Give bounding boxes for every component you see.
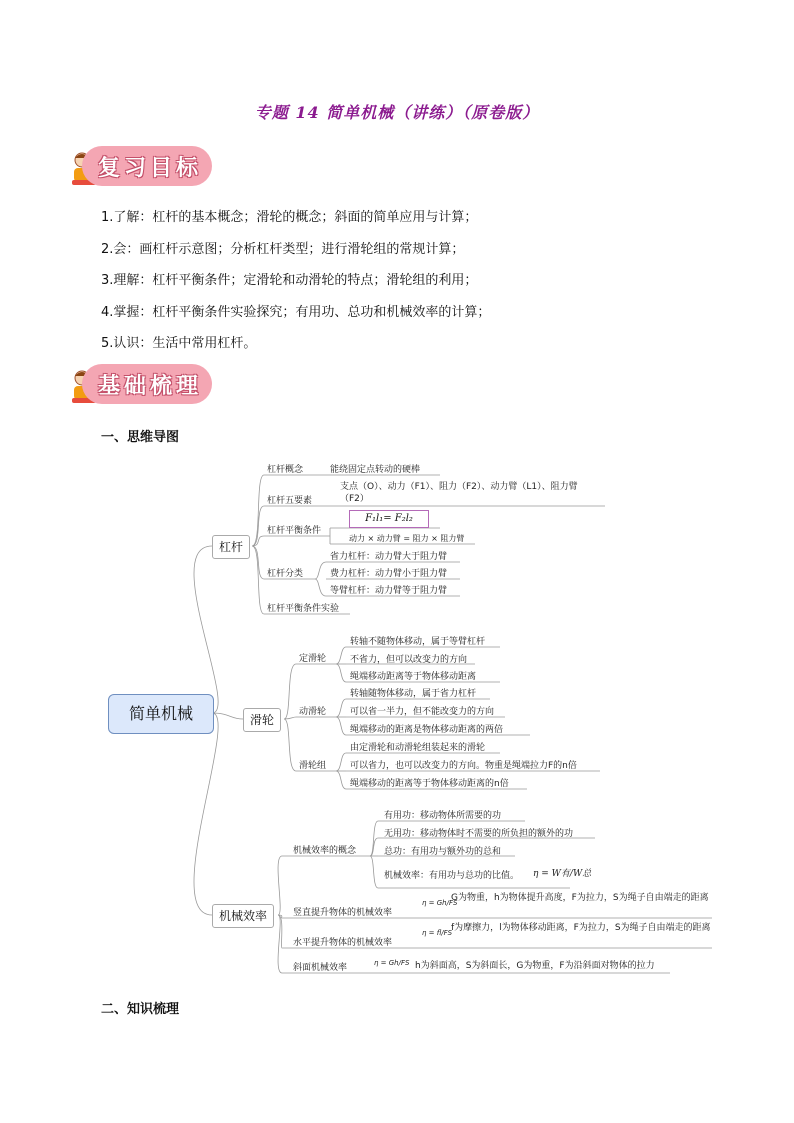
fixed-pulley-item-2: 不省力，但可以改变力的方向: [350, 655, 468, 665]
goal-3: 3.理解：杠杆平衡条件；定滑轮和动滑轮的特点；滑轮组的利用；: [101, 273, 478, 288]
horizontal-formula: η = fl/FS: [422, 929, 453, 937]
lever-experiment: 杠杆平衡条件实验: [267, 604, 340, 614]
lever-node: 杠杆: [212, 535, 250, 559]
efficiency-concept: 机械效率的概念: [293, 846, 357, 856]
lever-type-3: 等臂杠杆：动力臂等于阻力臂: [330, 586, 448, 596]
goal-5: 5.认识：生活中常用杠杆。: [101, 336, 257, 351]
page-title: 专题 14 简单机械（讲练）（原卷版）: [254, 103, 540, 122]
lever-type-2: 费力杠杆：动力臂小于阻力臂: [330, 569, 448, 579]
fixed-pulley-item-3: 绳端移动距离等于物体移动距离: [350, 672, 477, 682]
vertical-efficiency: 竖直提升物体的机械效率: [293, 908, 393, 918]
lever-balance-text: 动力 × 动力臂 = 阻力 × 阻力臂: [349, 534, 465, 543]
basics-label: 基础梳理: [98, 374, 203, 399]
lever-balance: 杠杆平衡条件: [267, 526, 322, 536]
pulley-node: 滑轮: [243, 708, 281, 732]
total-work: 总功：有用功与额外功的总和: [384, 847, 502, 857]
lever-five-def: 支点（O）、动力（F1）、阻力（F2）、动力臂（L1）、阻力臂（F2）: [340, 482, 578, 504]
slope-formula: η = Gh/FS: [374, 959, 410, 967]
horizontal-text: f为摩擦力，l为物体移动距离，F为拉力，S为绳子自由端走的距离: [451, 923, 711, 933]
vertical-text: G为物重，h为物体提升高度，F为拉力，S为绳子自由端走的距离: [451, 893, 709, 903]
lever-concept-def: 能绕固定点转动的硬棒: [330, 465, 421, 475]
pulley-block-item-1: 由定滑轮和动滑轮组装起来的滑轮: [350, 743, 486, 753]
fixed-pulley-item-1: 转轴不随物体移动，属于等臂杠杆: [350, 637, 486, 647]
lever-balance-formula: F₁l₁= F₂l₂: [349, 510, 429, 528]
movable-pulley: 动滑轮: [299, 707, 327, 717]
pulley-block: 滑轮组: [299, 761, 327, 771]
pulley-block-item-3: 绳端移动的距离等于物体移动距离的n倍: [350, 779, 509, 789]
section-knowledge-heading: 二、知识梳理: [101, 1002, 180, 1017]
goal-2: 2.会：画杠杆示意图；分析杠杆类型；进行滑轮组的常规计算；: [101, 242, 465, 257]
slope-efficiency: 斜面机械效率: [293, 963, 348, 973]
lever-types: 杠杆分类: [267, 569, 304, 579]
efficiency-node: 机械效率: [212, 904, 274, 928]
lever-concept: 杠杆概念: [267, 465, 304, 475]
movable-pulley-item-1: 转轴随物体移动，属于省力杠杆: [350, 689, 477, 699]
efficiency-def: 机械效率：有用功与总功的比值。: [384, 871, 520, 881]
section-mindmap-heading: 一、思维导图: [101, 430, 180, 445]
lever-five-elements: 杠杆五要素: [267, 496, 313, 506]
lever-type-1: 省力杠杆：动力臂大于阻力臂: [330, 552, 448, 562]
slope-text: h为斜面高，S为斜面长，G为物重，F为沿斜面对物体的拉力: [415, 961, 655, 971]
fixed-pulley: 定滑轮: [299, 654, 327, 664]
horizontal-efficiency: 水平提升物体的机械效率: [293, 938, 393, 948]
vertical-formula: η = Gh/FS: [422, 899, 458, 907]
useful-work: 有用功：移动物体所需要的功: [384, 811, 502, 821]
review-goals-label: 复习目标: [98, 156, 203, 181]
mindmap-root: 简单机械: [108, 694, 214, 734]
pulley-block-item-2: 可以省力，也可以改变力的方向。物重是绳端拉力F的n倍: [350, 761, 577, 771]
movable-pulley-item-2: 可以省一半力，但不能改变力的方向: [350, 707, 495, 717]
goal-4: 4.掌握：杠杆平衡条件实验探究；有用功、总功和机械效率的计算；: [101, 305, 491, 320]
goal-1: 1.了解：杠杆的基本概念；滑轮的概念；斜面的简单应用与计算；: [101, 210, 478, 225]
movable-pulley-item-3: 绳端移动的距离是物体移动距离的两倍: [350, 725, 504, 735]
extra-work: 无用功：移动物体时不需要的所负担的额外的功: [384, 829, 574, 839]
efficiency-formula: η = W有/W总: [533, 869, 592, 879]
